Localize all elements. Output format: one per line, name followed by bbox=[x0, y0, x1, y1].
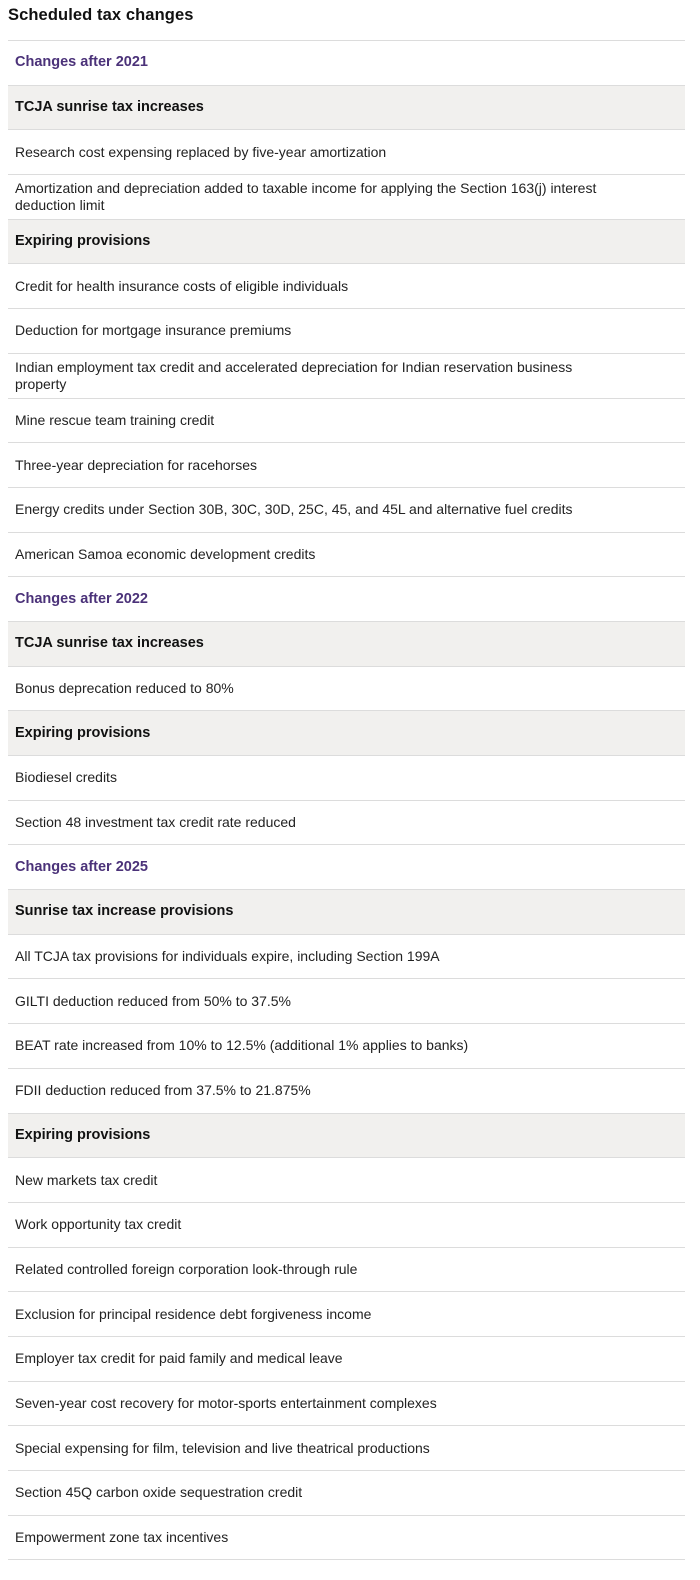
group-subheading: Expiring provisions bbox=[8, 1114, 685, 1159]
provision-text: GILTI deduction reduced from 50% to 37.5% bbox=[15, 992, 292, 1009]
group-subheading: Sunrise tax increase provisions bbox=[8, 890, 685, 935]
section-heading: Changes after 2022 bbox=[8, 577, 685, 622]
page-title: Scheduled tax changes bbox=[8, 6, 194, 24]
provision-text: Exclusion for principal residence debt forgiveness income bbox=[15, 1305, 372, 1322]
provision-text: Seven-year cost recovery for motor-sports entertainment complexes bbox=[15, 1394, 437, 1411]
provision-text: American Samoa economic development credits bbox=[15, 545, 316, 562]
table-row bbox=[8, 309, 685, 354]
provision-text: FDII deduction reduced from 37.5% to 21.875% bbox=[15, 1082, 311, 1099]
table-row bbox=[8, 130, 685, 175]
table-row bbox=[8, 1426, 685, 1471]
table-row bbox=[8, 488, 685, 533]
table-row bbox=[8, 443, 685, 488]
table-row bbox=[8, 264, 685, 309]
provision-text: Section 45Q carbon oxide sequestration credit bbox=[15, 1484, 303, 1501]
group-subheading: Expiring provisions bbox=[8, 220, 685, 265]
table-row bbox=[8, 935, 685, 980]
table-row bbox=[8, 1203, 685, 1248]
group-subheading: TCJA sunrise tax increases bbox=[8, 622, 685, 667]
table-row bbox=[8, 667, 685, 712]
provision-text: Empowerment zone tax incentives bbox=[15, 1529, 229, 1546]
provision-text: Deduction for mortgage insurance premiums bbox=[15, 322, 292, 339]
provision-text: Mine rescue team training credit bbox=[15, 411, 215, 428]
table-row bbox=[8, 756, 685, 801]
table-row bbox=[8, 175, 685, 220]
provision-text: All TCJA tax provisions for individuals expire, including Section 199A bbox=[15, 948, 440, 965]
table-row bbox=[8, 533, 685, 578]
provision-text: Employer tax credit for paid family and medical leave bbox=[15, 1350, 343, 1367]
provision-text: New markets tax credit bbox=[15, 1171, 158, 1188]
provision-text: Amortization and depreciation added to taxable income for applying the Section 163(j) interest deduction limit bbox=[15, 179, 597, 213]
table-row bbox=[8, 1024, 685, 1069]
provision-text: Three-year depreciation for racehorses bbox=[15, 456, 258, 473]
provision-text: Biodiesel credits bbox=[15, 769, 117, 786]
table-row bbox=[8, 1337, 685, 1382]
provision-text: Energy credits under Section 30B, 30C, 30D, 25C, 45, and 45L and alternative fuel credits bbox=[15, 501, 573, 518]
provision-text: BEAT rate increased from 10% to 12.5% (additional 1% applies to banks) bbox=[15, 1037, 469, 1054]
provision-text: Related controlled foreign corporation look-through rule bbox=[15, 1260, 358, 1277]
group-subheading: Expiring provisions bbox=[8, 711, 685, 756]
group-subheading: TCJA sunrise tax increases bbox=[8, 86, 685, 131]
table-row bbox=[8, 1516, 685, 1561]
provision-text: Work opportunity tax credit bbox=[15, 1216, 182, 1233]
provision-text: Section 48 investment tax credit rate reduced bbox=[15, 814, 296, 831]
provision-text: Bonus deprecation reduced to 80% bbox=[15, 679, 234, 696]
section-heading: Changes after 2021 bbox=[8, 41, 685, 86]
table-row bbox=[8, 1158, 685, 1203]
scheduled-tax-changes-table bbox=[8, 40, 685, 1560]
table-row bbox=[8, 1471, 685, 1516]
table-row bbox=[8, 979, 685, 1024]
table-row bbox=[8, 1248, 685, 1293]
section-heading: Changes after 2025 bbox=[8, 845, 685, 890]
table-row bbox=[8, 1069, 685, 1114]
table-row bbox=[8, 1382, 685, 1427]
provision-text: Research cost expensing replaced by five-year amortization bbox=[15, 143, 387, 160]
provision-text: Special expensing for film, television and live theatrical productions bbox=[15, 1439, 430, 1456]
provision-text: Credit for health insurance costs of eligible individuals bbox=[15, 277, 349, 294]
provision-text: Indian employment tax credit and accelerated depreciation for Indian reservation business property bbox=[15, 358, 573, 392]
table-row bbox=[8, 801, 685, 846]
table-row bbox=[8, 399, 685, 444]
table-row bbox=[8, 1292, 685, 1337]
table-row bbox=[8, 354, 685, 399]
